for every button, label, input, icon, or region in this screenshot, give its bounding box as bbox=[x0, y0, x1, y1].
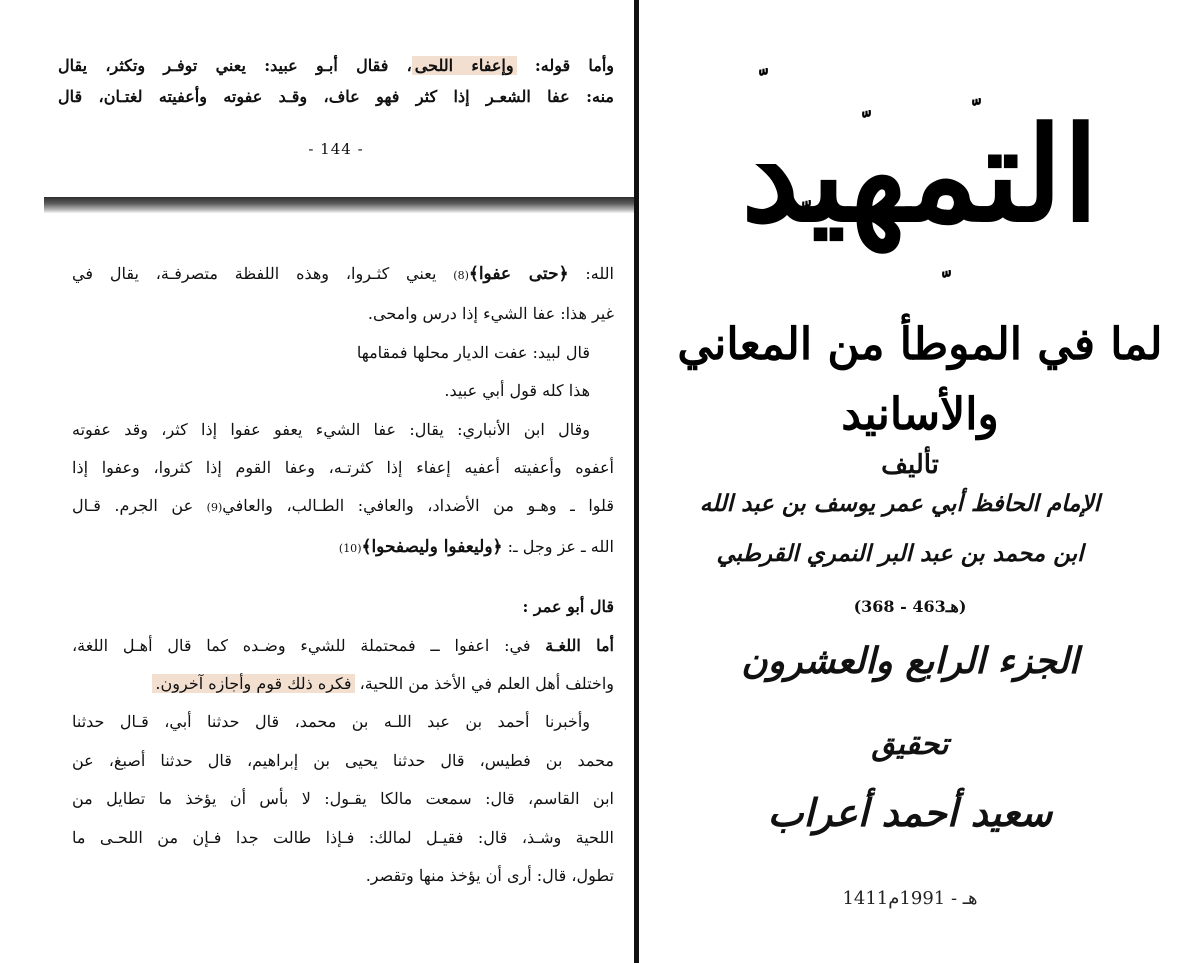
text-line: محمد بن فطيس، قال حدثنا يحيى بن إبراهيم، قال حدثنا أصبغ، عن bbox=[72, 750, 614, 770]
text-fragment: وأما قوله: bbox=[516, 56, 614, 75]
text-line: أعفوه وأعفيته أعفيه إعفاء إذا كثرتـه، وعفا القوم إذا كثروا، وعفوا إذا bbox=[72, 458, 614, 478]
text-fragment: الله: bbox=[568, 264, 614, 283]
editor-name: سعيد أحمد أعراب bbox=[767, 790, 1053, 835]
author-label: تأليف bbox=[881, 450, 939, 480]
text-line bbox=[72, 487, 614, 527]
highlighted-phrase: فكره ذلك قوم وأجازه آخرون. bbox=[152, 674, 354, 693]
text-fragment: يعني كثـروا، وهذه اللفظة متصرفـة، يقال في bbox=[72, 264, 454, 283]
text-line bbox=[72, 627, 614, 665]
text-fragment: عن الجرم. قـال bbox=[72, 496, 207, 516]
text-line bbox=[72, 665, 614, 703]
text-line: اللحية وشـذ، قال: فقيـل لمالك: فـإذا طالت جدا فـإن من اللحـى ما bbox=[72, 827, 614, 847]
footnote-marker: (9) bbox=[206, 501, 223, 515]
text-line: ابن القاسم، قال: سمعت مالكا يقـول: لا بأس أن يؤخذ ما تطايل من bbox=[72, 789, 614, 809]
text-fragment: في: اعفوا ــ فمحتملة للشيء وضـده كما قال أهـل اللغة، bbox=[72, 635, 546, 655]
text-line: وأخبرنا أحمد بن عبد اللـه بن محمد، قال حدثنا أبي، قـال حدثنا bbox=[72, 712, 590, 732]
page-number: - 144 - bbox=[308, 140, 364, 158]
author-name-line2: ابن محمد بن عبد البر النمري القرطبي bbox=[716, 540, 1084, 567]
author-name-line1: الإمام الحافظ أبي عمر يوسف بن عبد الله bbox=[699, 490, 1100, 517]
text-fragment: أما اللغـة bbox=[545, 635, 614, 655]
section-heading: قال أبو عمر : bbox=[522, 597, 614, 617]
text-fragment: ، فقال أبـو عبيد: يعني توفـر وتكثر، يقال bbox=[58, 56, 412, 75]
quran-quote: ﴿وليعفوا وليصفحوا﴾ bbox=[361, 536, 503, 557]
text-line: هذا كله قول أبي عبيد. bbox=[444, 381, 590, 401]
scan-edge-strip bbox=[44, 197, 634, 213]
poetry-line: قال لبيد: عفت الديار محلها فمقامها bbox=[356, 342, 590, 362]
text-line: منه: عفا الشعـر إذا كثر فهو عاف، وقـد عفوته وأعفيته لغتـان، قال bbox=[58, 87, 614, 106]
footnote-marker: (8) bbox=[453, 269, 469, 282]
page-divider bbox=[634, 0, 639, 963]
text-fragment: قلوا ـ وهـو من الأضداد، والعافي: الطـالب، والعافي bbox=[222, 496, 614, 516]
text-line bbox=[72, 255, 614, 295]
volume-label: الجزء الرابع والعشرون bbox=[741, 640, 1079, 682]
publication-year: 1411هـ - 1991م bbox=[842, 888, 978, 909]
book-title: التمهيد bbox=[741, 98, 1099, 251]
text-line: وقال ابن الأنباري: يقال: عفا الشيء يعفو عفوا إذا كثر، وقد عفوته bbox=[72, 419, 590, 439]
text-line: تطول، قال: أرى أن يؤخذ منها وتقصر. bbox=[365, 866, 614, 886]
tahqiq-label: تحقيق bbox=[871, 727, 949, 762]
text-fragment: الله ـ عز وجل ـ: bbox=[502, 536, 614, 556]
author-dates: (368 - 463هـ) bbox=[853, 597, 967, 616]
book-subtitle: لما في الموطأ من المعاني والأسانيد bbox=[677, 319, 1163, 440]
text-fragment: واختلف أهل العلم في الأخذ من اللحية، bbox=[354, 674, 614, 694]
footnote-marker: (10) bbox=[338, 541, 362, 555]
highlighted-phrase: وإعفاء اللحى bbox=[412, 56, 517, 75]
text-line bbox=[72, 528, 614, 568]
text-line: غير هذا: عفا الشيء إذا درس وامحى. bbox=[367, 304, 614, 324]
text-line bbox=[58, 50, 614, 81]
quran-quote: ﴿حتى عفوا﴾ bbox=[468, 264, 569, 284]
previous-page-snippet bbox=[58, 50, 614, 112]
main-text-block bbox=[72, 255, 614, 896]
